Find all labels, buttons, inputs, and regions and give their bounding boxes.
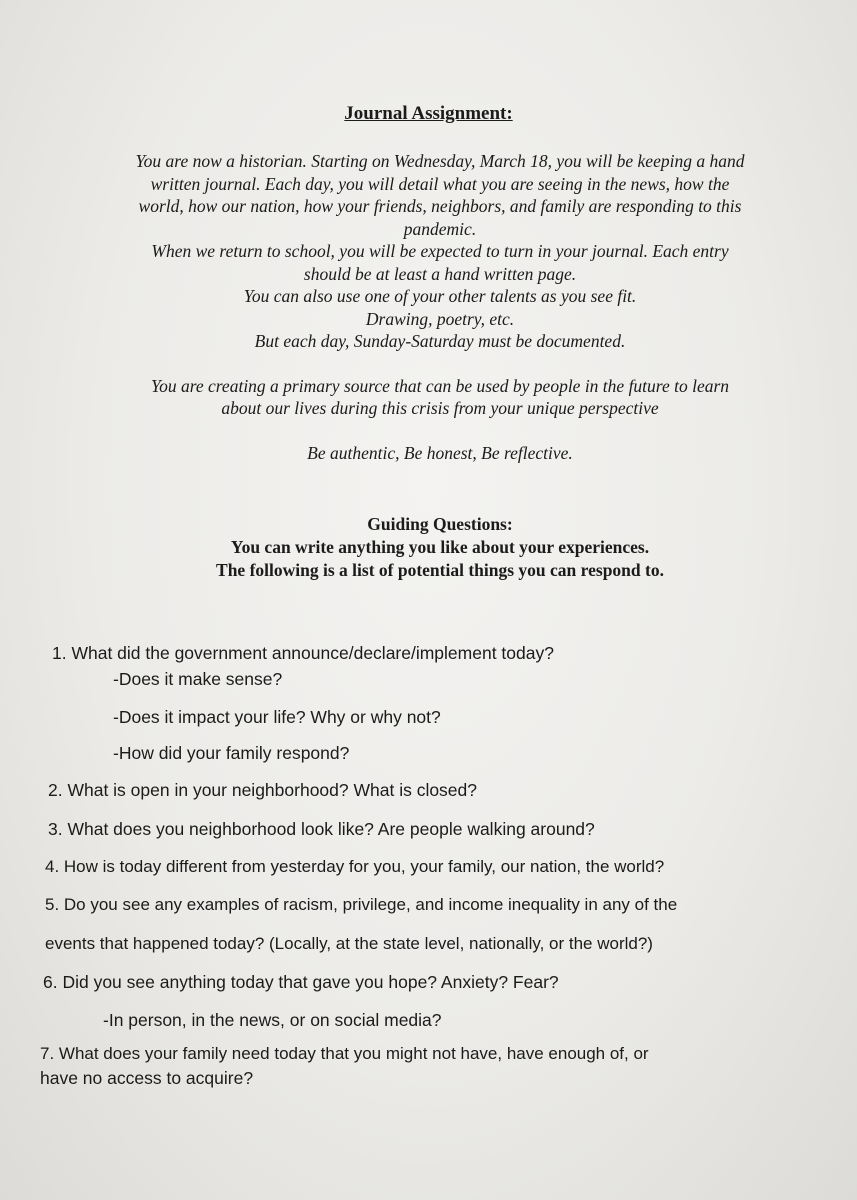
assignment-instructions	[40, 150, 840, 464]
question-1-sub: -How did your family respond?	[113, 743, 350, 763]
question-2: 2. What is open in your neighborhood? What is closed?	[48, 780, 478, 800]
question-1-sub: -Does it make sense?	[113, 669, 283, 689]
motto: Be authentic, Be honest, Be reflective.	[307, 442, 573, 463]
instruction-line: You can also use one of your other talents as you see fit.	[243, 286, 637, 306]
guiding-questions-intro: The following is a list of potential things you can respond to.	[216, 560, 664, 580]
instruction-line: world, how our nation, how your friends, neighbors, and family are responding to this	[138, 196, 742, 216]
question-6: 6. Did you see anything today that gave you hope? Anxiety? Fear?	[43, 972, 559, 992]
guiding-questions-intro: You can write anything you like about your experiences.	[230, 537, 650, 557]
instruction-line: pandemic.	[403, 218, 477, 239]
question-7: 7. What does your family need today that you might not have, have enough of, or	[40, 1044, 649, 1063]
question-3: 3. What does you neighborhood look like? Are people walking around?	[48, 819, 595, 839]
question-6-sub: -In person, in the news, or on social media?	[103, 1010, 442, 1030]
instruction-line: When we return to school, you will be expected to turn in your journal. Each entry	[151, 241, 729, 261]
primary-source-line: about our lives during this crisis from your unique perspective	[221, 398, 659, 418]
question-5: 5. Do you see any examples of racism, privilege, and income inequality in any of the	[45, 895, 678, 914]
instruction-line: Drawing, poetry, etc.	[365, 308, 515, 329]
question-1-sub: -Does it impact your life? Why or why not?	[113, 707, 441, 727]
guiding-questions-heading: Guiding Questions:	[367, 514, 513, 534]
instruction-line: You are now a historian. Starting on Wednesday, March 18, you will be keeping a hand	[135, 151, 745, 171]
question-5-cont: events that happened today? (Locally, at the state level, nationally, or the world?)	[45, 934, 653, 953]
instruction-line: written journal. Each day, you will detail what you are seeing in the news, how the	[150, 173, 730, 194]
page-title: Journal Assignment:	[344, 103, 513, 124]
question-4: 4. How is today different from yesterday for you, your family, our nation, the world?	[45, 857, 665, 876]
guiding-questions-header	[40, 513, 840, 582]
question-7-cont: have no access to acquire?	[40, 1068, 254, 1088]
instruction-line: But each day, Sunday-Saturday must be documented.	[254, 331, 626, 351]
question-1: 1. What did the government announce/declare/implement today?	[52, 643, 554, 663]
instruction-line: should be at least a hand written page.	[303, 263, 577, 284]
primary-source-line: You are creating a primary source that can be used by people in the future to learn	[150, 375, 730, 396]
